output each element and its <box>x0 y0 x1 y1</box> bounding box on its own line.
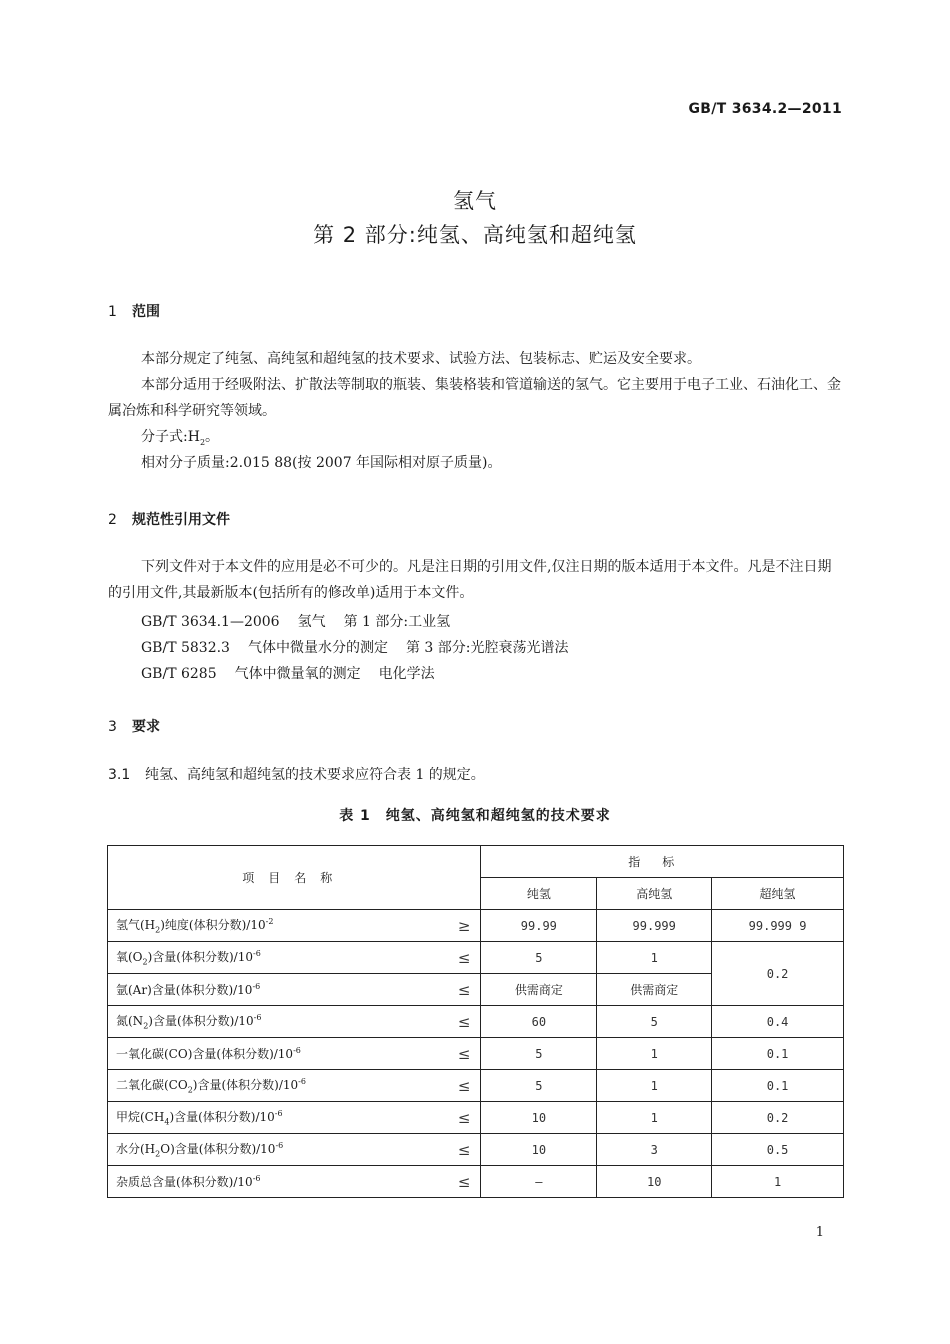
paragraph: 下列文件对于本文件的应用是必不可少的。凡是注日期的引用文件,仅注日期的版本适用于本文件。凡是不注日期的引用文件,其最新版本(包括所有的修改单)适用于本文件。 <box>108 559 832 601</box>
standard-number: GB/T 3634.2—2011 <box>688 101 842 117</box>
value-high: 供需商定 <box>597 974 712 1006</box>
page-number: 1 <box>815 1225 824 1240</box>
reference-code: GB/T 6285 <box>141 666 217 682</box>
value-high: 3 <box>597 1134 712 1166</box>
document-subtitle: 第 2 部分:纯氢、高纯氢和超纯氢 <box>313 223 637 247</box>
item-name: 氮$(N_2)$含量(体积分数)$/10^{-6}$ ≤ <box>108 1006 481 1038</box>
clause-number: 3.1 <box>108 767 131 783</box>
le-sign: ≤ <box>457 980 471 999</box>
table-row <box>108 942 844 974</box>
le-sign: ≤ <box>457 1012 471 1031</box>
value-ultra: 99.999 9 <box>712 910 844 942</box>
value-ultra: 0.1 <box>712 1038 844 1070</box>
document-title: 氢气 <box>453 189 497 213</box>
reference-part: 第 1 部分:工业氢 <box>343 614 451 630</box>
value-high: 5 <box>597 1006 712 1038</box>
item-name: 一氧化碳(CO)含量(体积分数)$/10^{-6}$ ≤ <box>108 1038 481 1070</box>
ge-sign: ≥ <box>457 916 471 935</box>
value-pure: 5 <box>481 942 597 974</box>
reference-title: 气体中微量水分的测定 <box>247 640 388 656</box>
value-ultra: 1 <box>712 1166 844 1198</box>
section-number: 3 <box>108 719 117 735</box>
le-sign: ≤ <box>457 1140 471 1159</box>
header-ultra-purity: 超纯氢 <box>712 878 844 910</box>
value-high: 10 <box>597 1166 712 1198</box>
item-name: 甲烷$(CH_4)$含量(体积分数)$/10^{-6}$ ≤ <box>108 1102 481 1134</box>
paragraph: 本部分适用于经吸附法、扩散法等制取的瓶装、集装格装和管道输送的氢气。它主要用于电子工业、石油化工、金属冶炼和科学研究等领域。 <box>108 377 841 419</box>
table-row <box>108 1006 844 1038</box>
spec-table <box>107 845 844 1198</box>
value-pure: 5 <box>481 1070 597 1102</box>
reference-item <box>141 663 453 683</box>
section-1-heading <box>108 301 160 321</box>
value-pure: 99.99 <box>481 910 597 942</box>
value-ultra: 0.5 <box>712 1134 844 1166</box>
value-pure: — <box>481 1166 597 1198</box>
table-header-row <box>108 846 844 878</box>
value-pure: 60 <box>481 1006 597 1038</box>
table-row <box>108 1102 844 1134</box>
table-row <box>108 910 844 942</box>
reference-part: 电化学法 <box>378 666 435 682</box>
header-pure: 纯氢 <box>481 878 597 910</box>
table-row <box>108 1070 844 1102</box>
clause-text: 纯氢、高纯氢和超纯氢的技术要求应符合表 1 的规定。 <box>145 767 485 783</box>
item-name: 氧$(O_2)$含量(体积分数)$/10^{-6}$ ≤ <box>108 942 481 974</box>
value-high: 1 <box>597 1070 712 1102</box>
item-name: 氢气$(H_2)$纯度(体积分数)$/10^{-2}$ ≥ <box>108 910 481 942</box>
section-number: 2 <box>108 512 117 528</box>
clause-3-1 <box>108 764 485 784</box>
item-name: 水分$(H_2O)$含量(体积分数)$/10^{-6}$ ≤ <box>108 1134 481 1166</box>
value-ultra: 0.2 <box>712 942 844 1006</box>
formula-label: 分子式:H <box>141 429 200 445</box>
header-index: 指标 <box>481 846 844 878</box>
le-sign: ≤ <box>457 1172 471 1191</box>
reference-item <box>141 611 468 631</box>
item-name: 氩(Ar)含量(体积分数)$/10^{-6}$ ≤ <box>108 974 481 1006</box>
value-ultra: 0.4 <box>712 1006 844 1038</box>
le-sign: ≤ <box>457 948 471 967</box>
table-row <box>108 1166 844 1198</box>
item-name: 杂质总含量(体积分数)$/10^{-6}$ ≤ <box>108 1166 481 1198</box>
item-name: 二氧化碳$(CO_2)$含量(体积分数)$/10^{-6}$ ≤ <box>108 1070 481 1102</box>
section-2-heading <box>108 509 230 529</box>
value-pure: 5 <box>481 1038 597 1070</box>
formula-subscript: 2 <box>199 437 206 447</box>
le-sign: ≤ <box>457 1108 471 1127</box>
value-high: 1 <box>597 1038 712 1070</box>
le-sign: ≤ <box>457 1044 471 1063</box>
value-high: 1 <box>597 942 712 974</box>
value-pure: 10 <box>481 1102 597 1134</box>
paragraph: 本部分规定了纯氢、高纯氢和超纯氢的技术要求、试验方法、包装标志、贮运及安全要求。 <box>141 351 701 367</box>
value-ultra: 0.2 <box>712 1102 844 1134</box>
table-row <box>108 1038 844 1070</box>
value-ultra: 0.1 <box>712 1070 844 1102</box>
value-pure: 供需商定 <box>481 974 597 1006</box>
table-row <box>108 1134 844 1166</box>
section-title: 规范性引用文件 <box>132 512 230 528</box>
section-title: 要求 <box>132 719 160 735</box>
header-high-purity: 高纯氢 <box>597 878 712 910</box>
section-number: 1 <box>108 304 117 320</box>
section-title: 范围 <box>132 304 160 320</box>
reference-item <box>141 637 587 657</box>
value-pure: 10 <box>481 1134 597 1166</box>
reference-code: GB/T 5832.3 <box>141 640 230 656</box>
molecular-mass: 相对分子质量:2.015 88(按 2007 年国际相对原子质量)。 <box>141 455 502 471</box>
le-sign: ≤ <box>457 1076 471 1095</box>
value-high: 99.999 <box>597 910 712 942</box>
formula-end: 。 <box>205 429 220 445</box>
value-high: 1 <box>597 1102 712 1134</box>
reference-part: 第 3 部分:光腔衰荡光谱法 <box>405 640 569 656</box>
section-3-heading <box>108 716 160 736</box>
reference-title: 气体中微量氧的测定 <box>234 666 361 682</box>
header-item-name: 项目名称 <box>108 846 481 910</box>
reference-title: 氢气 <box>297 614 326 630</box>
reference-code: GB/T 3634.1—2006 <box>141 614 280 630</box>
table-caption: 表 1 纯氢、高纯氢和超纯氢的技术要求 <box>339 808 611 824</box>
